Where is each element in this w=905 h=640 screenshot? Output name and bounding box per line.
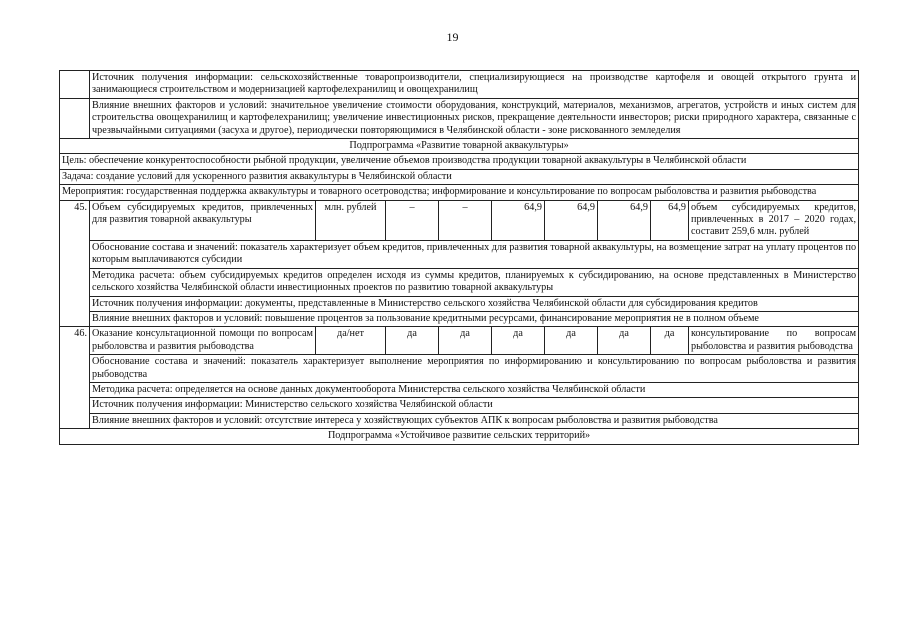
subprogram-title-rural: Подпрограмма «Устойчивое развитие сельских территорий»: [60, 429, 859, 444]
empty-num-cell: [60, 71, 90, 99]
detail-row: [60, 296, 859, 311]
source-text: Источник получения информации: документы, представленные в Министерство сельского хозяйства Челябинской области для субсидирования кредитов: [90, 296, 859, 311]
method-text: Методика расчета: объем субсидируемых кредитов определен исходя из суммы кредитов, планируемых к субсидированию, на основе представленных в Министерство сельского хозяйства Челябинской области инвестиционных проектов по развитию товарной аквакультуры: [90, 268, 859, 296]
value-cell: да: [492, 327, 545, 355]
detail-row: [60, 382, 859, 397]
goal-text: Цель: обеспечение конкурентоспособности рыбной продукции, увеличение объемов производства продукции товарной аквакультуры в Челябинской области: [60, 154, 859, 169]
row-number: 45.: [60, 200, 90, 327]
measures-text: Мероприятия: государственная поддержка аквакультуры и товарного осетроводства; информирование и консультирование по вопросам рыболовства и развития рыбоводства: [60, 185, 859, 200]
detail-row: [60, 355, 859, 383]
subprogram-header-row: [60, 139, 859, 154]
value-cell: –: [386, 200, 439, 240]
value-cell: 64,9: [598, 200, 651, 240]
empty-num-cell: [60, 98, 90, 138]
external-factors-text: Влияние внешних факторов и условий: значительное увеличение стоимости оборудования, конструкций, материалов, механизмов, агрегатов, устройств и иных систем для строительства овощехранилищ и картофелехранилищ; увеличение инвестиционных рисков, прекращение деятельности инвесторов; риски природного характера, связанные с чрезвычайными ситуациями (засуха и другое), периодически повторяющимися в Челябинской области - зоне рискованного земледелия: [90, 98, 859, 138]
value-cell: да: [598, 327, 651, 355]
value-cell: да: [545, 327, 598, 355]
value-cell: 64,9: [651, 200, 689, 240]
indicator-name: Оказание консультационной помощи по вопросам рыболовства и развития рыбоводства: [90, 327, 316, 355]
value-cell: да: [386, 327, 439, 355]
measures-row: [60, 185, 859, 200]
subprogram-header-row: [60, 429, 859, 444]
factors-text: Влияние внешних факторов и условий: повышение процентов за пользование кредитными ресурсами, финансирование мероприятия не в полном объеме: [90, 311, 859, 326]
subprogram-title-aquaculture: Подпрограмма «Развитие товарной аквакультуры»: [60, 139, 859, 154]
value-cell: да: [439, 327, 492, 355]
detail-row: [60, 413, 859, 428]
unit-cell: млн. рублей: [316, 200, 386, 240]
source-text: Источник получения информации: Министерство сельского хозяйства Челябинской области: [90, 398, 859, 413]
indicator-name: Объем субсидируемых кредитов, привлеченных для развития товарной аквакультуры: [90, 200, 316, 240]
table-row: [60, 200, 859, 240]
value-cell: 64,9: [492, 200, 545, 240]
factors-text: Влияние внешних факторов и условий: отсутствие интереса у хозяйствующих субъектов АПК к вопросам рыболовства и развития рыбоводства: [90, 413, 859, 428]
detail-row: [60, 398, 859, 413]
top-source-row: [60, 71, 859, 99]
indicators-table: [59, 70, 859, 445]
table-row: [60, 327, 859, 355]
justification-text: Обоснование состава и значений: показатель характеризует выполнение мероприятия по информированию и консультированию по вопросам рыболовства и развития рыбоводства: [90, 355, 859, 383]
detail-row: [60, 240, 859, 268]
task-text: Задача: создание условий для ускоренного развития аквакультуры в Челябинской области: [60, 169, 859, 184]
goal-row: [60, 154, 859, 169]
value-cell: –: [439, 200, 492, 240]
detail-row: [60, 311, 859, 326]
note-cell: консультирование по вопросам рыболовства и развития рыбоводства: [689, 327, 859, 355]
note-cell: объем субсидируемых кредитов, привлеченных в 2017 – 2020 годах, составит 259,6 млн. рублей: [689, 200, 859, 240]
value-cell: да: [651, 327, 689, 355]
source-info-text: Источник получения информации: сельскохозяйственные товаропроизводители, специализирующиеся на производстве картофеля и овощей открытого грунта и занимающиеся строительством и модернизацией картофелехранилищ и овощехранилищ: [90, 71, 859, 99]
top-factors-row: [60, 98, 859, 138]
row-number: 46.: [60, 327, 90, 429]
task-row: [60, 169, 859, 184]
method-text: Методика расчета: определяется на основе данных документооборота Министерства сельского хозяйства Челябинской области: [90, 382, 859, 397]
detail-row: [60, 268, 859, 296]
value-cell: 64,9: [545, 200, 598, 240]
unit-cell: да/нет: [316, 327, 386, 355]
page-number: 19: [446, 30, 459, 44]
justification-text: Обоснование состава и значений: показатель характеризует объем кредитов, привлеченных для развития товарной аквакультуры, на возмещение затрат на уплату процентов по которым выплачиваются субсидии: [90, 240, 859, 268]
